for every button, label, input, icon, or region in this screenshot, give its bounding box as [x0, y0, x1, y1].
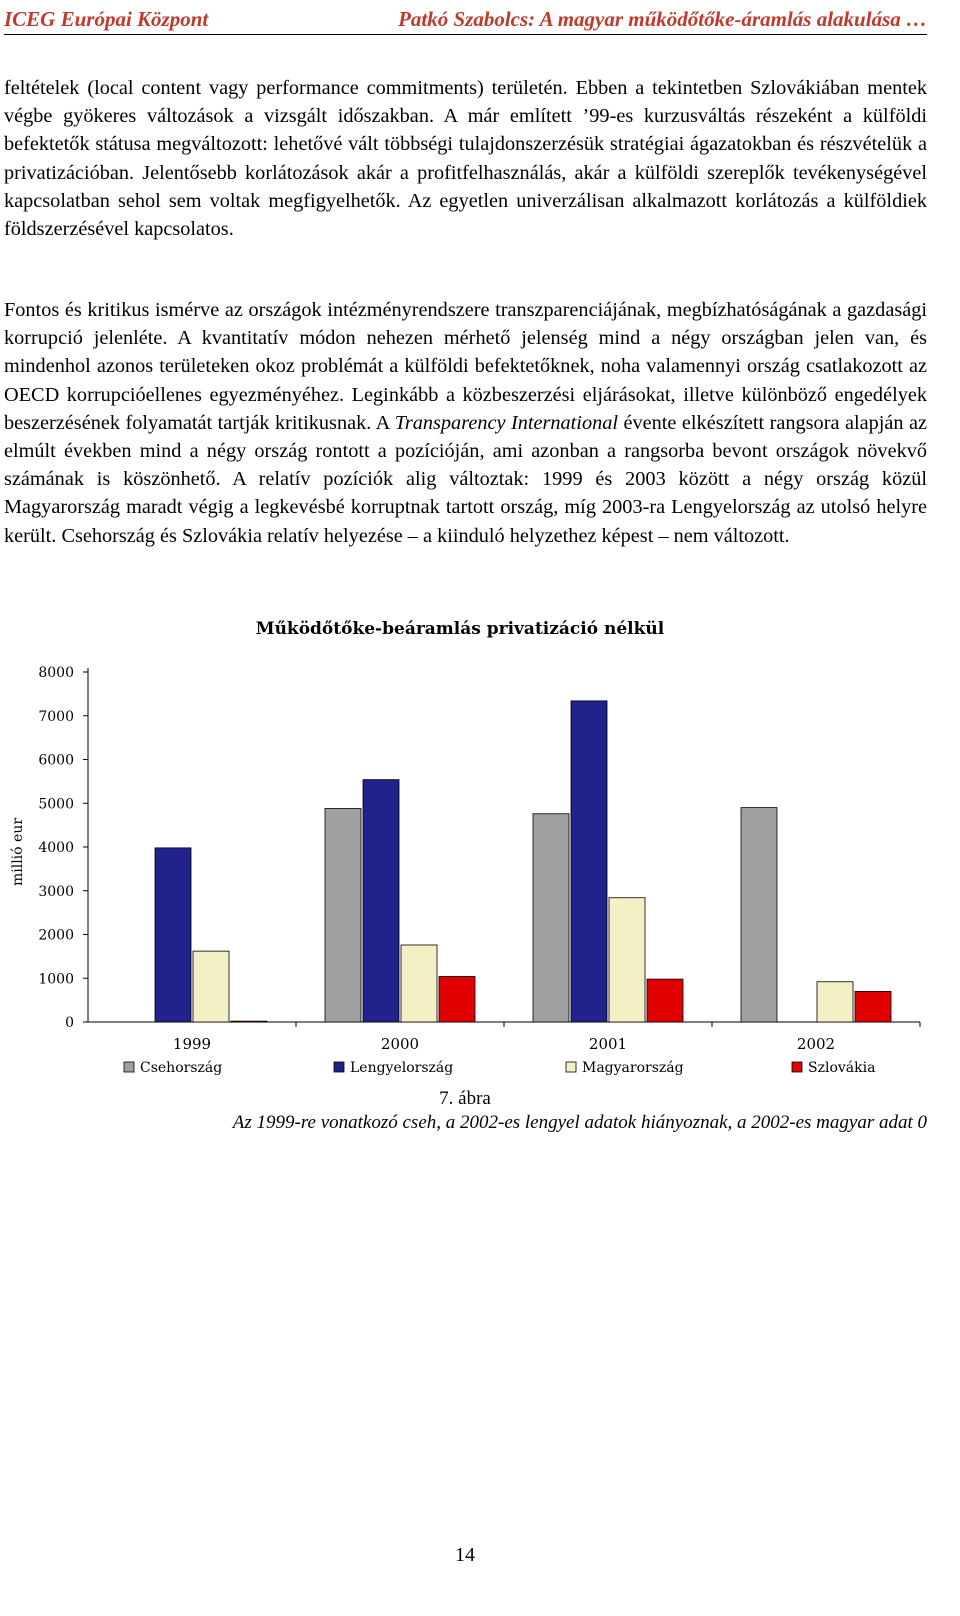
header-left: ICEG Európai Központ — [4, 6, 209, 31]
y-tick-label: 7000 — [38, 708, 74, 725]
legend-label-szlovákia: Szlovákia — [808, 1060, 876, 1076]
bar-lengyelország-2000 — [363, 780, 399, 1022]
x-tick-label: 2001 — [588, 1035, 628, 1053]
y-tick-label: 8000 — [38, 665, 74, 681]
bar-csehország-2001 — [533, 814, 569, 1022]
page-header — [4, 4, 927, 35]
y-tick-label: 6000 — [38, 752, 74, 769]
paragraph-2-emphasis: Transparency International — [394, 411, 619, 434]
bar-magyarország-2000 — [401, 945, 437, 1022]
bar-szlovákia-2001 — [647, 979, 683, 1022]
figure-note: Az 1999-re vonatkozó cseh, a 2002-es lengyel adatok hiányoznak, a 2002-es magyar adat 0 — [232, 1112, 927, 1133]
paragraph-2-text-a: Fontos és kritikus ismérve az országok intézményrendszere transzparenciájának, megbízhatóságának a gazdasági korrupció jelenléte. A kvantitatív módon nehezen mérhető jelenség mind a négy országban jelen van, és mindenhol azonos területeken okoz problémát a külföldi befektetőknek, noha valamennyi ország csatlakozott az OECD korrupcióellenes egyezményéhez. Leginkább a közbeszerzési eljárásokat, illetve különböző engedélyek beszerzésének folyamatát tartják kritikusnak. A — [4, 299, 927, 434]
page-number: 14 — [455, 1544, 475, 1566]
y-tick-label: 2000 — [38, 927, 74, 944]
y-tick-label: 5000 — [38, 796, 74, 813]
legend-swatch-magyarország — [566, 1062, 576, 1072]
paragraph-1: feltételek (local content vagy performance commitments) területén. Ebben a tekintetben Szlovákiában mentek végbe gyökeres változások a vizsgált időszakban. A már említett ’99-es kurzusváltás részeként a külföldi befektetők státusa megváltozott: lehetővé vált többségi tulajdonszerzésük stratégiai ágazatokban és részvételük a privatizációban. Jelentősebb korlátozások akár a profitfelhasználás, akár a külföldi szereplők tevékenységével kapcsolatban sehol sem voltak megfigyelhetők. Az egyetlen univerzálisan alkalmazott korlátozás a külföldiek földszerzésével kapcsolatos. — [4, 77, 927, 241]
bar-lengyelország-2001 — [571, 701, 607, 1022]
chart-title: Működőtőke-beáramlás privatizáció nélkül — [255, 619, 665, 639]
legend-label-lengyelország: Lengyelország — [350, 1060, 454, 1076]
x-tick-label: 1999 — [172, 1035, 212, 1053]
y-tick-label: 1000 — [38, 971, 74, 988]
bar-magyarország-2002 — [817, 982, 853, 1022]
figure-number: 7. ábra — [439, 1088, 491, 1109]
y-tick-label: 0 — [65, 1015, 74, 1031]
bar-magyarország-1999 — [193, 951, 229, 1022]
bar-szlovákia-2002 — [855, 991, 891, 1022]
legend-label-magyarország: Magyarország — [582, 1060, 684, 1076]
legend-label-csehország: Csehország — [140, 1060, 223, 1076]
bar-szlovákia-1999 — [231, 1021, 267, 1022]
x-tick-label: 2000 — [380, 1035, 420, 1053]
y-tick-label: 3000 — [38, 883, 74, 900]
y-tick-label: 4000 — [38, 840, 74, 856]
legend-swatch-lengyelország — [334, 1062, 344, 1072]
x-tick-label: 2002 — [796, 1035, 836, 1053]
chart-svg — [0, 612, 960, 1092]
bar-csehország-2000 — [325, 809, 361, 1023]
bar-lengyelország-1999 — [155, 848, 191, 1022]
legend-swatch-csehország — [124, 1062, 134, 1072]
bar-magyarország-2001 — [609, 898, 645, 1022]
bar-csehország-2002 — [741, 808, 777, 1022]
paragraph-2 — [4, 296, 927, 550]
bar-szlovákia-2000 — [439, 977, 475, 1023]
y-axis-label: millió eur — [10, 817, 26, 887]
paragraph-2-text-b: évente elkészített rangsora alapján az elmúlt években mind a négy ország rontott a pozícióján, ami azonban a rangsorba bevont országok növekvő számának is köszönhető. A relatív pozíciók alig változtak: 1999 és 2003 között a négy ország közül Magyarország maradt végig a legkevésbé korruptnak tartott ország, míg 2003-ra Lengyelország az utolsó helyre került. Csehország és Szlovákia relatív helyezése – a kiinduló helyzethez képest – nem változott. — [4, 411, 927, 547]
bar-chart — [0, 612, 960, 1092]
legend-swatch-szlovákia — [792, 1062, 802, 1072]
header-right: Patkó Szabolcs: A magyar működőtőke-áramlás alakulása … — [398, 6, 927, 31]
